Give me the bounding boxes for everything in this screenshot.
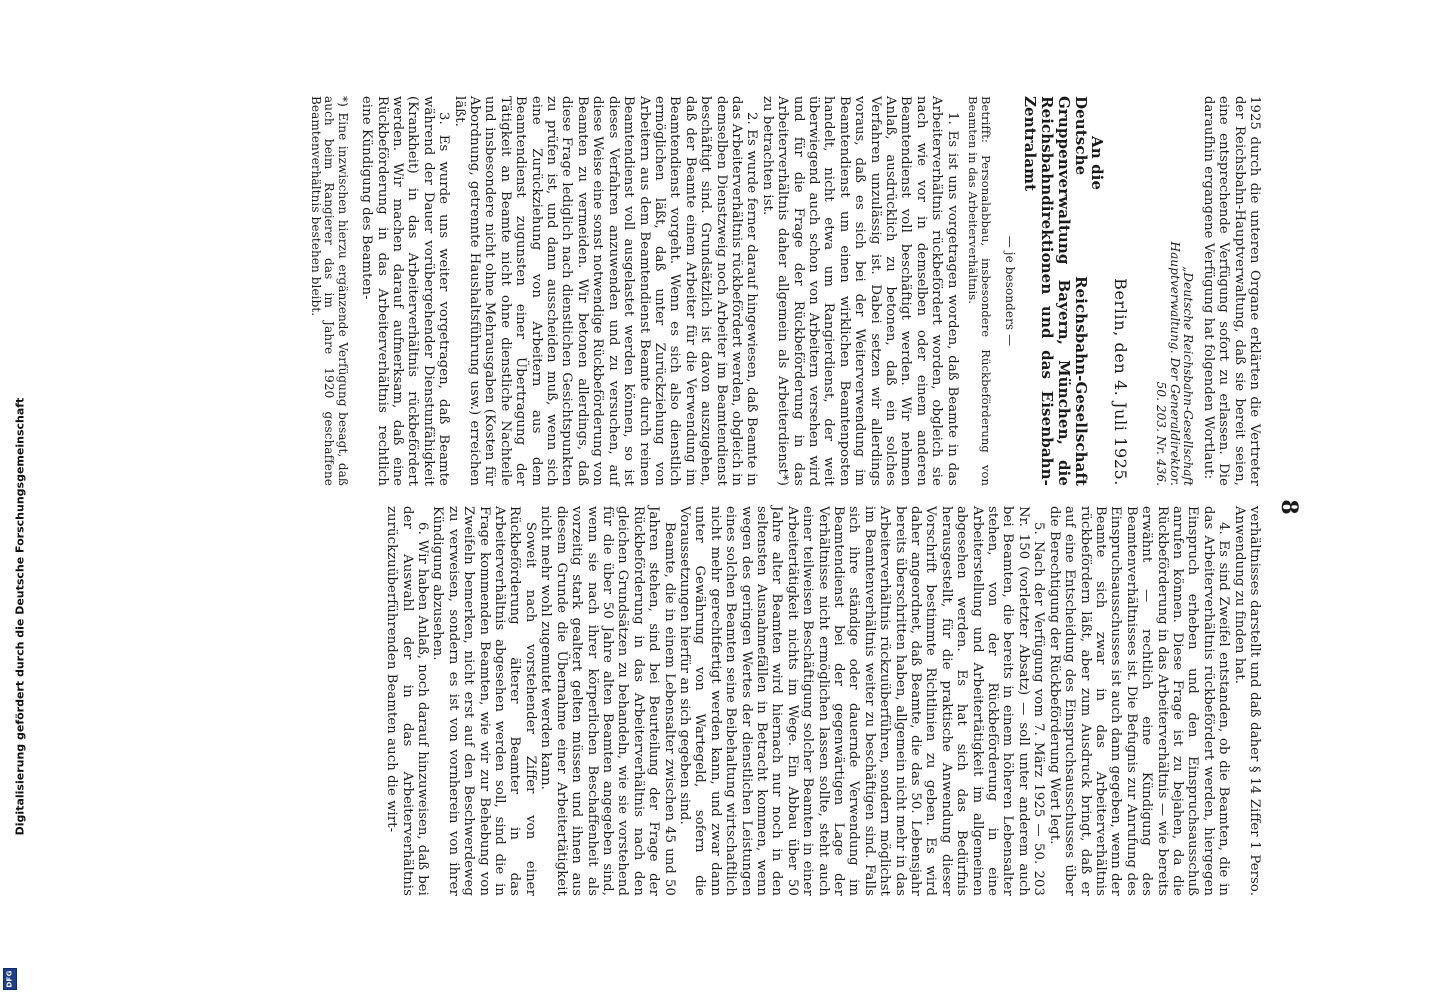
document-page bbox=[152, 96, 1302, 896]
paragraph-2: 2. Es wurde ferner darauf hingewiesen, daß Beamte in das Arbeiterverhältnis rückbefördert werden, obgleich in demselben Dienstzweig noch Arbeiter im Beamtendienst beschäftigt sind. Grundsätzlich ist davon auszugehen, daß der Beamte einem Arbeiter für die Verwendung im Beamtendienst vorgeht. Wenn es sich also dienstlich ermöglichen läßt, daß unter Zurückziehung von Arbeitern aus dem Beamtendienst Beamte durch reinen Beamtendienst voll ausgelastet werden können, so ist dieses Verfahren anzuwenden und zu versuchen, auf diese Weise eine sonst notwendige Rückbeförderung von Beamten zu vermeiden. Wir betonen allerdings, daß diese Frage lediglich nach dienstlichen Gesichtspunkten zu prüfen ist, und dann ausscheiden muß, wenn sich eine Zurückziehung von Arbeitern aus dem Beamtendienst zugunsten einer Übertragung der Tätigkeit an Beamte nicht ohne dienstliche Nachteile und insbesondere nicht ohne Mehrausgaben (Kosten für Abordnung, getrennte Haushaltsführung usw.) erreichen läßt. bbox=[451, 96, 760, 486]
paragraph-3: 3. Es wurde uns weiter vorgetragen, daß Beamte während der Dauer vorübergehender Dienstunfähigkeit (Krankheit) in das Arbeiterverhältnis rückbefördert werden. Wir machen darauf aufmerksam, daß eine Rückbeförderung in das Arbeiterverhältnis rechtlich eine Kündigung des Beamten- bbox=[359, 96, 452, 486]
addressee-note: — je besonders — bbox=[1003, 235, 1018, 347]
page-number: 8 bbox=[1276, 499, 1302, 515]
left-column bbox=[308, 96, 1262, 486]
subject-line: Betrifft: Personalabbau, insbesondere Rückbeförderung von Beamten in das Arbeiterverhältnis. bbox=[965, 96, 993, 486]
sender-line: Hauptverwaltung. Der Generaldirektor. bbox=[1167, 241, 1182, 486]
dfg-logo-icon: DFG bbox=[3, 968, 17, 990]
paragraph-1: 1. Es ist uns vorgetragen worden, daß Beamte in das Arbeiterverhältnis rückbefördert worden, obgleich sie nach wie vor in demselben oder einem anderen Beamtendienst voll beschäftigt werden. Wir nehmen Anlaß, ausdrücklich zu betonen, daß ein solches Verfahren unzulässig ist. Dabei setzen wir allerdings voraus, daß es sich bei der Weiterverwendung im Beamtendienst um einen wirklichen Beamtenposten handelt, nicht etwa um Rangierdienst, der weit überwiegend auch schon von Arbeitern versehen wird und für die Frage der Rückbeförderung in das Arbeiterverhältnis daher allgemein als Arbeiterdienst*) zu betrachten ist. bbox=[759, 96, 960, 486]
paragraph-5c: Soweit nach vorstehender Ziffer von einer Rückbeförderung älterer Beamter in das Arbeiterverhältnis abgesehen werden soll, sind die in Frage kommenden Beamten, wie wir zur Behebung von Zweifeln bemerken, nicht erst auf den Beschwerdeweg zu verweisen, sondern es ist von vornherein von ihrer Kündigung abzusehen. bbox=[430, 506, 538, 896]
paragraph-3-continued: verhältnisses darstellt und daß daher § 14 Ziffer 1 Perso. Anwendung zu finden hat. bbox=[1231, 506, 1262, 896]
dateline: Berlin, den 4. Juli 1925. bbox=[1110, 278, 1130, 486]
footnote: *) Eine inzwischen hierzu ergänzende Verfügung besagt, daß auch beim Rangierer das im Jahre 1920 geschaffene Beamtenverhältnis bestehen bleibt. bbox=[308, 96, 350, 486]
sender-line: „Deutsche Reichsbahn-Gesellschaft bbox=[1181, 266, 1196, 486]
paragraph-6: 6. Wir haben Anlaß, noch darauf hinzuweisen, daß bei der Auswahl der in das Arbeiterverhältnis zurückzuüberführenden Beamten auch die wirt- bbox=[384, 506, 431, 896]
paragraph-4: 4. Es sind Zweifel entstanden, ob die Beamten, die in das Arbeiterverhältnis rückbefördert werden, hiergegen Einspruch erheben und den Einspruchsausschuß anrufen können. Diese Frage ist zu bejahen, da die Rückbeförderung in das Arbeiterverhältnis — wie bereits erwähnt — rechtlich eine Kündigung des Beamtenverhältnisses ist. Die Befugnis zur Anrufung des Einspruchsausschusses ist auch dann gegeben, wenn der Beamte sich zwar in das Arbeiterverhältnis rückbefördern läßt, aber zum Ausdruck bringt, daß er auf eine Entscheidung des Einspruchsausschusses über die Berechtigung der Rückbeförderung Wert legt. bbox=[1046, 506, 1232, 896]
right-column bbox=[384, 506, 1262, 896]
sender-line: 50. 203. Nr. 436. bbox=[1154, 381, 1169, 486]
addressee: Deutsche Reichsbahn-Gesellschaft Gruppenverwaltung Bayern, München, die Reichsbahndirektionen und das Eisenbahn-Zentralamt bbox=[1021, 96, 1091, 486]
addressee-block bbox=[1021, 96, 1107, 486]
sender-block bbox=[1154, 96, 1195, 486]
intro-paragraph: 1925 durch die unteren Organe erklärten die Vertreter der Reichsbahn-Hauptverwaltung, daß sie bereit seien, eine entsprechende Verfügung sofort zu erlassen. Die daraufhin ergangene Verfügung hat folgenden Wortlaut: bbox=[1200, 96, 1262, 486]
addressee-salutation: An die bbox=[1088, 136, 1107, 191]
digitization-credit-strip bbox=[0, 0, 27, 1000]
digitization-credit: Digitalisierung gefördert durch die Deutsche Forschungsgemeinschaft bbox=[13, 397, 27, 836]
paragraph-5: 5. Nach der Verfügung vom 7. März 1925 — 50. 203 Nr. 150 (vorletzter Absatz) — soll unter anderem auch bei Beamten, die bereits in einem höheren Lebensalter stehen, von der Rückbeförderung in eine Arbeiterstellung und Arbeitertätigkeit im allgemeinen abgesehen werden. Es hat sich das Bedürfnis herausgestellt, für die praktische Anwendung dieser Vorschrift bestimmte Richtlinien zu geben. Es wird daher angeordnet, daß Beamte, die das 50. Lebensjahr bereits überschritten haben, allgemein nicht mehr in das Arbeiterverhältnis rückzuüberführen, sondern möglichst im Beamtenverhältnis weiter zu beschäftigen sind. Falls sich ihre ständige oder dauernde Verwendung im Beamtendienst bei der gegenwärtigen Lage der Verhältnisse nicht ermöglichen lassen sollte, steht auch einer teilweisen Beschäftigung solcher Beamten in einer Arbeitertätigkeit nichts im Wege. Ein Abbau über 50 Jahre alter Beamten wird hiernach nur noch in den seltensten Ausnahmefällen in Betracht kommen, wenn wegen des geringen Wertes der dienstlichen Leistungen eines solchen Beamten seine Beibehaltung wirtschaftlich nicht mehr gerechtfertigt werden kann, und zwar dann unter Gewährung von Wartegeld, sofern die Voraussetzungen hierfür an sich gegeben sind. bbox=[676, 506, 1047, 896]
paragraph-5b: Beamte, die in einem Lebensalter zwischen 45 und 50 Jahren stehen, sind bei Beurteilung der Frage der Rückbeförderung in das Arbeiterverhältnis nach den gleichen Grundsätzen zu behandeln, wie sie vorstehend für die über 50 Jahre alten Beamten angegeben sind, wenn sie nach ihrer körperlichen Beschaffenheit als vorzeitig stark gealtert gelten müssen und ihnen aus diesem Grunde die Übernahme einer Arbeitertätigkeit nicht mehr wohl zugemutet werden kann. bbox=[538, 506, 677, 896]
